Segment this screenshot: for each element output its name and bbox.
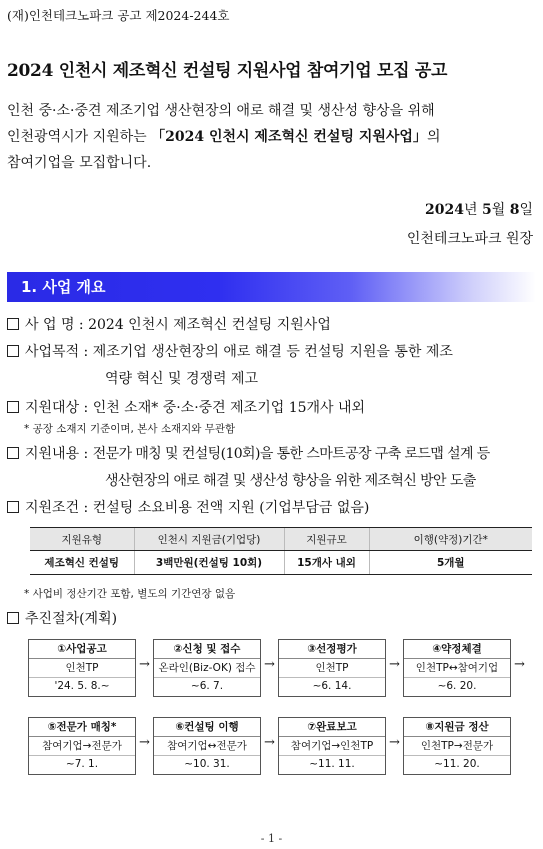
step-body: 참여기업↔전문가 xyxy=(154,737,260,756)
item-content-continuation: 생산현장의 애로 해결 및 생산성 향상을 위한 제조혁신 방안 도출 xyxy=(105,473,476,489)
item-value: 컨설팅 소요비용 전액 지원 (기업부담금 없음) xyxy=(92,500,370,516)
step-body: 인천TP→전문가 xyxy=(404,737,510,756)
intro-paragraph xyxy=(7,98,535,176)
intro-line-2-post: 의 xyxy=(426,129,441,145)
intro-line-3: 참여기업을 모집합니다. xyxy=(7,155,152,171)
arrow-right-icon: → xyxy=(264,657,275,672)
step-title: ③선정평가 xyxy=(279,640,385,659)
date-year: 2024 xyxy=(425,202,464,218)
item-value: 2024 인천시 제조혁신 컨설팅 지원사업 xyxy=(88,317,331,333)
table-cell: 15개사 내외 xyxy=(284,551,369,575)
table-header-cell: 지원유형 xyxy=(30,528,134,551)
step-title: ⑧지원금 정산 xyxy=(404,718,510,737)
date-month: 5 xyxy=(481,202,492,218)
date-month-unit: 월 xyxy=(491,202,510,218)
table-cell: 5개월 xyxy=(369,551,532,575)
intro-program-name: 「2024 인천시 제조혁신 컨설팅 지원사업」 xyxy=(151,129,427,145)
table-header-cell: 이행(약정)기간* xyxy=(369,528,532,551)
support-table xyxy=(30,527,532,575)
arrow-right-icon: → xyxy=(139,657,150,672)
item-label: 지원대상 : xyxy=(25,400,89,416)
step-body: 인천TP xyxy=(279,659,385,678)
item-label: 사업목적 : xyxy=(25,344,89,360)
arrow-right-icon: → xyxy=(139,735,150,750)
procedure-step xyxy=(278,717,386,775)
step-title: ⑦완료보고 xyxy=(279,718,385,737)
item-label: 추진절차(계획) xyxy=(25,611,118,627)
step-date: ~7. 1. xyxy=(65,758,99,770)
table-header-cell: 지원규모 xyxy=(284,528,369,551)
procedure-step xyxy=(278,639,386,697)
item-procedure xyxy=(7,607,117,631)
issuing-organization: 인천테크노파크 원장 xyxy=(406,231,533,247)
step-body: 참여기업→전문가 xyxy=(29,737,135,756)
step-date: ~10. 31. xyxy=(184,758,230,770)
square-bullet-icon xyxy=(7,501,19,513)
arrow-right-icon: → xyxy=(389,657,400,672)
step-title: ④약정체결 xyxy=(404,640,510,659)
square-bullet-icon xyxy=(7,447,19,459)
date-year-unit: 년 xyxy=(464,202,482,218)
item-program-name xyxy=(7,313,331,337)
step-date: ~11. 11. xyxy=(309,758,355,770)
step-date: ~11. 20. xyxy=(434,758,480,770)
square-bullet-icon xyxy=(7,612,19,624)
procedure-step xyxy=(153,639,261,697)
step-body: 온라인(Biz-OK) 접수 xyxy=(154,659,260,678)
square-bullet-icon xyxy=(7,318,19,330)
procedure-step xyxy=(153,717,261,775)
page-number: - 1 - xyxy=(260,832,283,845)
item-purpose xyxy=(7,340,453,364)
item-target xyxy=(7,396,365,420)
item-label: 사 업 명 : xyxy=(25,317,84,333)
section-title: 1. 사업 개요 xyxy=(21,278,106,296)
arrow-right-icon: → xyxy=(389,735,400,750)
section-header-bar xyxy=(7,272,536,302)
intro-line-1: 인천 중·소·중견 제조기업 생산현장의 애로 해결 및 생산성 향상을 위해 xyxy=(7,103,435,119)
square-bullet-icon xyxy=(7,401,19,413)
table-header-cell: 인천시 지원금(기업당) xyxy=(134,528,284,551)
arrow-right-icon: → xyxy=(514,657,525,672)
item-purpose-continuation: 역량 혁신 및 경쟁력 제고 xyxy=(105,371,259,387)
item-label: 지원조건 : xyxy=(25,500,89,516)
item-value: 전문가 매칭 및 컨설팅(10회)을 통한 스마트공장 구축 로드맵 설계 등 xyxy=(92,446,490,462)
step-title: ②신청 및 접수 xyxy=(154,640,260,659)
procedure-step xyxy=(403,639,511,697)
item-conditions xyxy=(7,496,369,520)
step-date: ~6. 20. xyxy=(437,680,477,692)
procedure-step xyxy=(403,717,511,775)
step-title: ①사업공고 xyxy=(29,640,135,659)
page-title: 2024 인천시 제조혁신 컨설팅 지원사업 참여기업 모집 공고 xyxy=(7,61,448,81)
announcement-date xyxy=(425,199,533,219)
date-day: 8 xyxy=(509,202,520,218)
intro-line-2-pre: 인천광역시가 지원하는 xyxy=(7,129,152,145)
announcement-number: (재)인천테크노파크 공고 제2024-244호 xyxy=(7,8,230,23)
step-body: 인천TP xyxy=(29,659,135,678)
item-label: 지원내용 : xyxy=(25,446,89,462)
step-title: ⑤전문가 매칭* xyxy=(29,718,135,737)
item-value: 인천 소재* 중·소·중견 제조기업 15개사 내외 xyxy=(92,400,366,416)
procedure-step xyxy=(28,639,136,697)
date-day-unit: 일 xyxy=(519,202,533,218)
procedure-step xyxy=(28,717,136,775)
step-date: ~6. 7. xyxy=(190,680,224,692)
step-body: 참여기업→인천TP xyxy=(279,737,385,756)
table-cell: 제조혁신 컨설팅 xyxy=(30,551,134,575)
arrow-right-icon: → xyxy=(264,735,275,750)
target-note: * 공장 소재지 기준이며, 본사 소재지와 무관함 xyxy=(24,423,236,435)
step-date: ~6. 14. xyxy=(312,680,352,692)
table-cell: 3백만원(컨설팅 10회) xyxy=(134,551,284,575)
step-body: 인천TP↔참여기업 xyxy=(404,659,510,678)
table-header-row xyxy=(30,528,532,551)
square-bullet-icon xyxy=(7,345,19,357)
table-note: * 사업비 정산기간 포함, 별도의 기간연장 없음 xyxy=(24,588,236,600)
step-date: '24. 5. 8.~ xyxy=(54,680,110,692)
item-content xyxy=(7,442,490,466)
item-value: 제조기업 생산현장의 애로 해결 등 컨설팅 지원을 통한 제조 xyxy=(92,344,453,360)
table-row xyxy=(30,551,532,575)
step-title: ⑥컨설팅 이행 xyxy=(154,718,260,737)
